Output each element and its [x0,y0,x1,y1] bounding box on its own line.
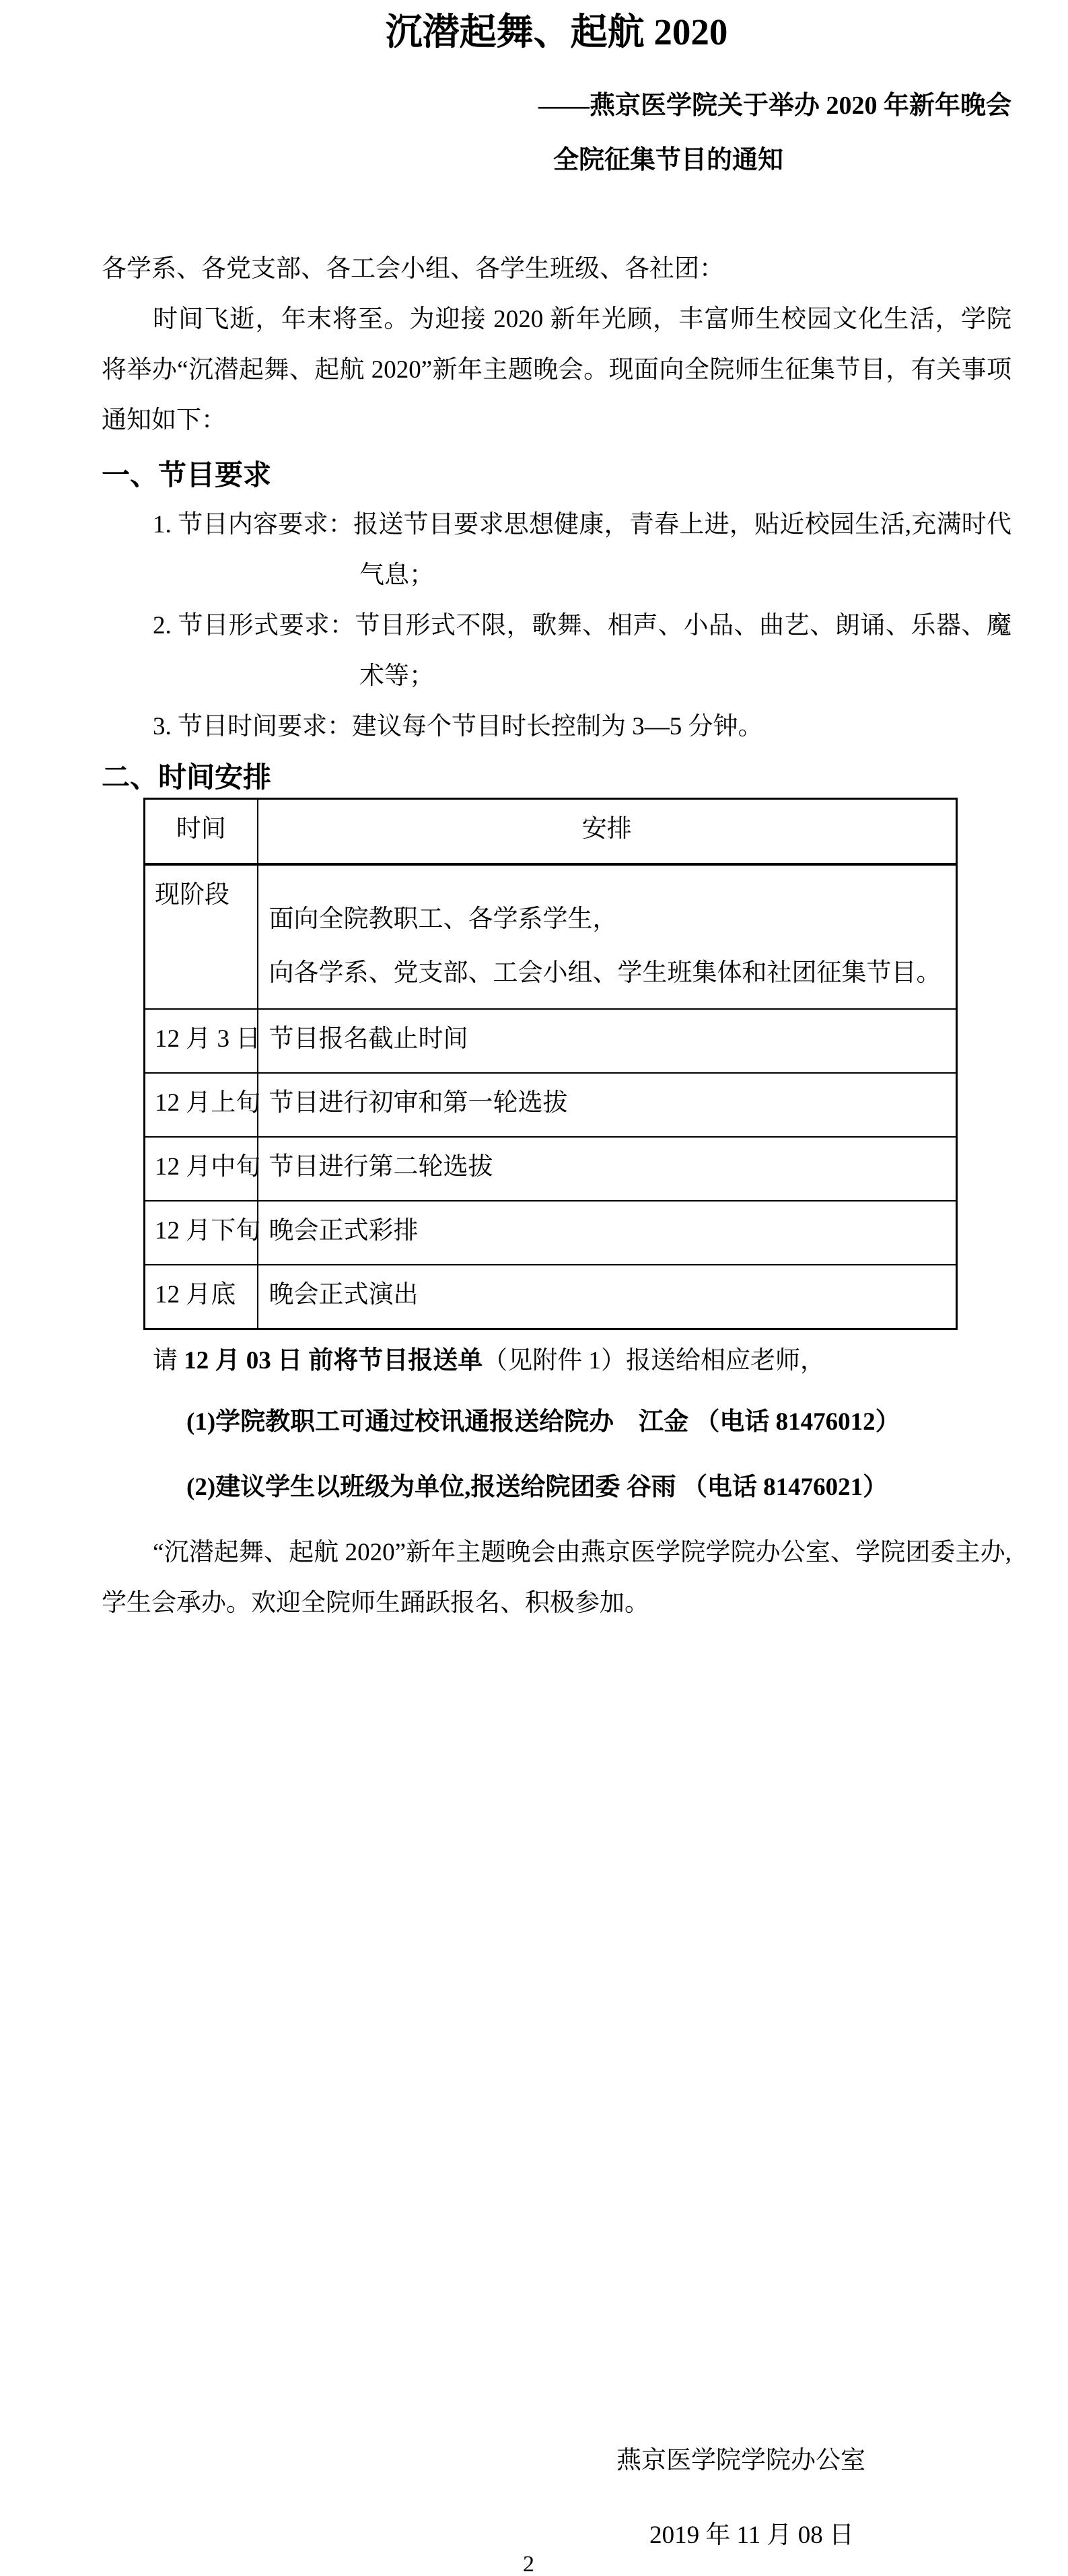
salutation: 各学系、各党支部、各工会小组、各学生班级、各社团： [102,255,724,283]
requirement-item-3 [102,701,1011,752]
schedule-row-dec3-arrangement: 节目报名截止时间 [258,1009,957,1073]
schedule-row-early-dec-arrangement: 节目进行初审和第一轮选拔 [258,1073,957,1137]
arrangement-line: 面向全院教职工、各学系学生， [269,905,618,933]
submission-suffix: （见附件 1）报送给相应老师， [483,1347,825,1374]
contact-line-students: (2)建议学生以班级为单位,报送给院团委 谷雨 （电话 81476021） [186,1473,888,1501]
requirement-item-3-label: 3. 节目时间要求： [153,713,352,740]
page-number: 2 [523,2552,534,2576]
requirement-item-2-text: 节目形式不限，歌舞、相声、小品、曲艺、朗诵、乐器、魔术等； [355,612,1012,690]
schedule-row-end-dec [145,1265,957,1329]
schedule-row-current-arrangement [258,864,957,1009]
schedule-header-row [145,799,957,865]
schedule-header-arrangement: 安排 [258,799,957,865]
submission-deadline-bold: 12 月 03 日 前将节目报送单 [184,1347,483,1374]
document-title: 沉潜起舞、起航 2020 [385,11,728,53]
subtitle-line-1: ——燕京医学院关于举办 2020 年新年晚会 [538,92,1011,120]
schedule-row-dec3-time: 12 月 3 日 [145,1009,258,1073]
signature-date: 2019 年 11 月 08 日 [649,2521,854,2549]
section-heading-schedule: 二、时间安排 [102,761,272,793]
schedule-row-dec3 [145,1009,957,1073]
subtitle-line-2: 全院征集节目的通知 [553,146,784,174]
schedule-row-mid-dec-time: 12 月中旬 [145,1137,258,1201]
requirement-item-1-label: 1. 节目内容要求： [153,511,354,538]
requirement-item-2-label: 2. 节目形式要求： [153,612,355,639]
signature-block [102,2435,1011,2561]
submission-prefix: 请 [153,1347,184,1374]
schedule-row-end-dec-arrangement: 晚会正式演出 [258,1265,957,1329]
schedule-row-mid-dec [145,1137,957,1201]
schedule-row-late-dec-arrangement: 晚会正式彩排 [258,1201,957,1265]
schedule-table [143,798,958,1330]
submission-paragraph [102,1335,1011,1386]
schedule-row-late-dec [145,1201,957,1265]
schedule-row-early-dec [145,1073,957,1137]
contact-line-staff: (1)学院教职工可通过校讯通报送给院办 江金 （电话 81476012） [186,1408,900,1436]
schedule-row-early-dec-time: 12 月上旬 [145,1073,258,1137]
schedule-row-current-time: 现阶段 [145,864,258,1009]
requirement-item-3-text: 建议每个节目时长控制为 3—5 分钟。 [352,713,763,740]
section-heading-requirements: 一、节目要求 [102,459,272,491]
requirement-item-1-text: 报送节目要求思想健康，青春上进，贴近校园生活,充满时代气息； [353,511,1012,589]
arrangement-line: 向各学系、党支部、工会小组、学生班集体和社团征集节目。 [269,959,941,987]
intro-paragraph: 时间飞逝，年末将至。为迎接 2020 新年光顾，丰富师生校园文化生活，学院将举办“沉潜起舞、起航 2020”新年主题晚会。现面向全院师生征集节目，有关事项通知如下： [102,306,1011,434]
schedule-header-time: 时间 [145,799,258,865]
requirement-item-2 [102,600,1011,701]
schedule-row-end-dec-time: 12 月底 [145,1265,258,1329]
schedule-row-current [145,864,957,1009]
signature-office: 燕京医学院学院办公室 [616,2447,865,2474]
closing-paragraph: “沉潜起舞、起航 2020”新年主题晚会由燕京医学院学院办公室、学院团委主办,学生会承办。欢迎全院师生踊跃报名、积极参加。 [102,1539,1011,1617]
schedule-row-mid-dec-arrangement: 节目进行第二轮选拔 [258,1137,957,1201]
schedule-row-late-dec-time: 12 月下旬 [145,1201,258,1265]
requirement-item-1 [102,499,1011,600]
